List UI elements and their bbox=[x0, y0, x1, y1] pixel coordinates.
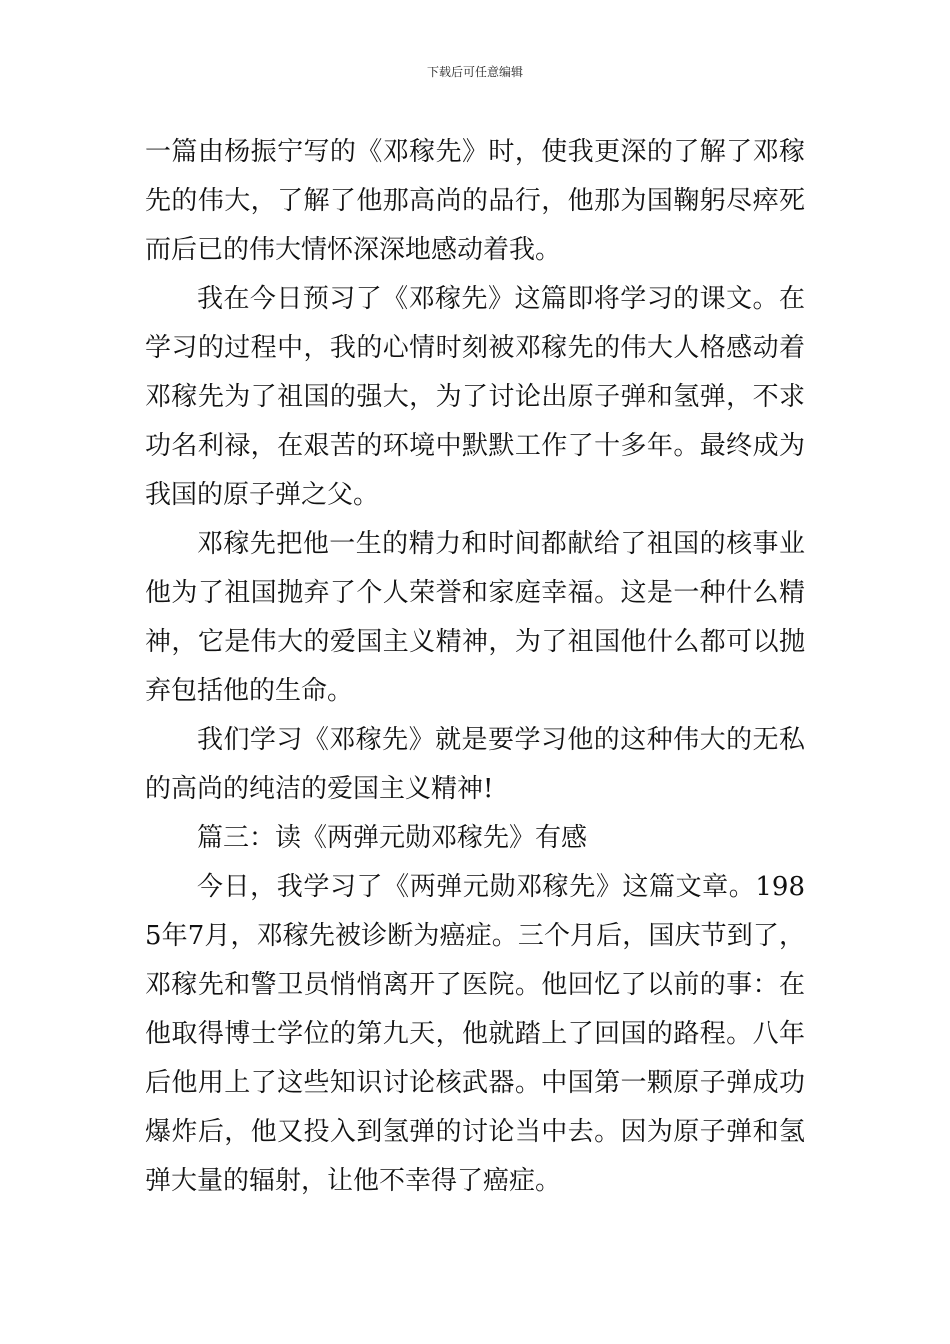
paragraph-3: 邓稼先把他一生的精力和时间都献给了祖国的核事业他为了祖国抛弃了个人荣誉和家庭幸福。这是一种什么精神，它是伟大的爱国主义精神，为了祖国他什么都可以抛弃包括他的生命。 bbox=[145, 529, 805, 706]
paragraph-5: 今日，我学习了《两弹元勋邓稼先》这篇文章。1985年7月，邓稼先被诊断为癌症。三个月后，国庆节到了，邓稼先和警卫员悄悄离开了医院。他回忆了以前的事：在他取得博士学位的第九天，他就踏上了回国的路程。八年后他用上了这些知识讨论核武器。中国第一颗原子弹成功爆炸后，他又投入到氢弹的讨论当中去。因为原子弹和氢弹大量的辐射，让他不幸得了癌症。 bbox=[145, 872, 805, 1196]
paragraph-1: 一篇由杨振宁写的《邓稼先》时，使我更深的了解了邓稼先的伟大，了解了他那高尚的品行，他那为国鞠躬尽瘁死而后已的伟大情怀深深地感动着我。 bbox=[145, 137, 805, 265]
document-body bbox=[145, 128, 805, 1206]
page-header: 下载后可任意编辑 bbox=[426, 65, 523, 79]
paragraph-4: 我们学习《邓稼先》就是要学习他的这种伟大的无私的高尚的纯洁的爱国主义精神! bbox=[145, 725, 805, 804]
paragraph-2: 我在今日预习了《邓稼先》这篇即将学习的课文。在学习的过程中，我的心情时刻被邓稼先的伟大人格感动着邓稼先为了祖国的强大，为了讨论出原子弹和氢弹，不求功名利禄，在艰苦的环境中默默工作了十多年。最终成为我国的原子弹之父。 bbox=[145, 284, 805, 510]
section-heading: 篇三：读《两弹元勋邓稼先》有感 bbox=[197, 823, 588, 853]
